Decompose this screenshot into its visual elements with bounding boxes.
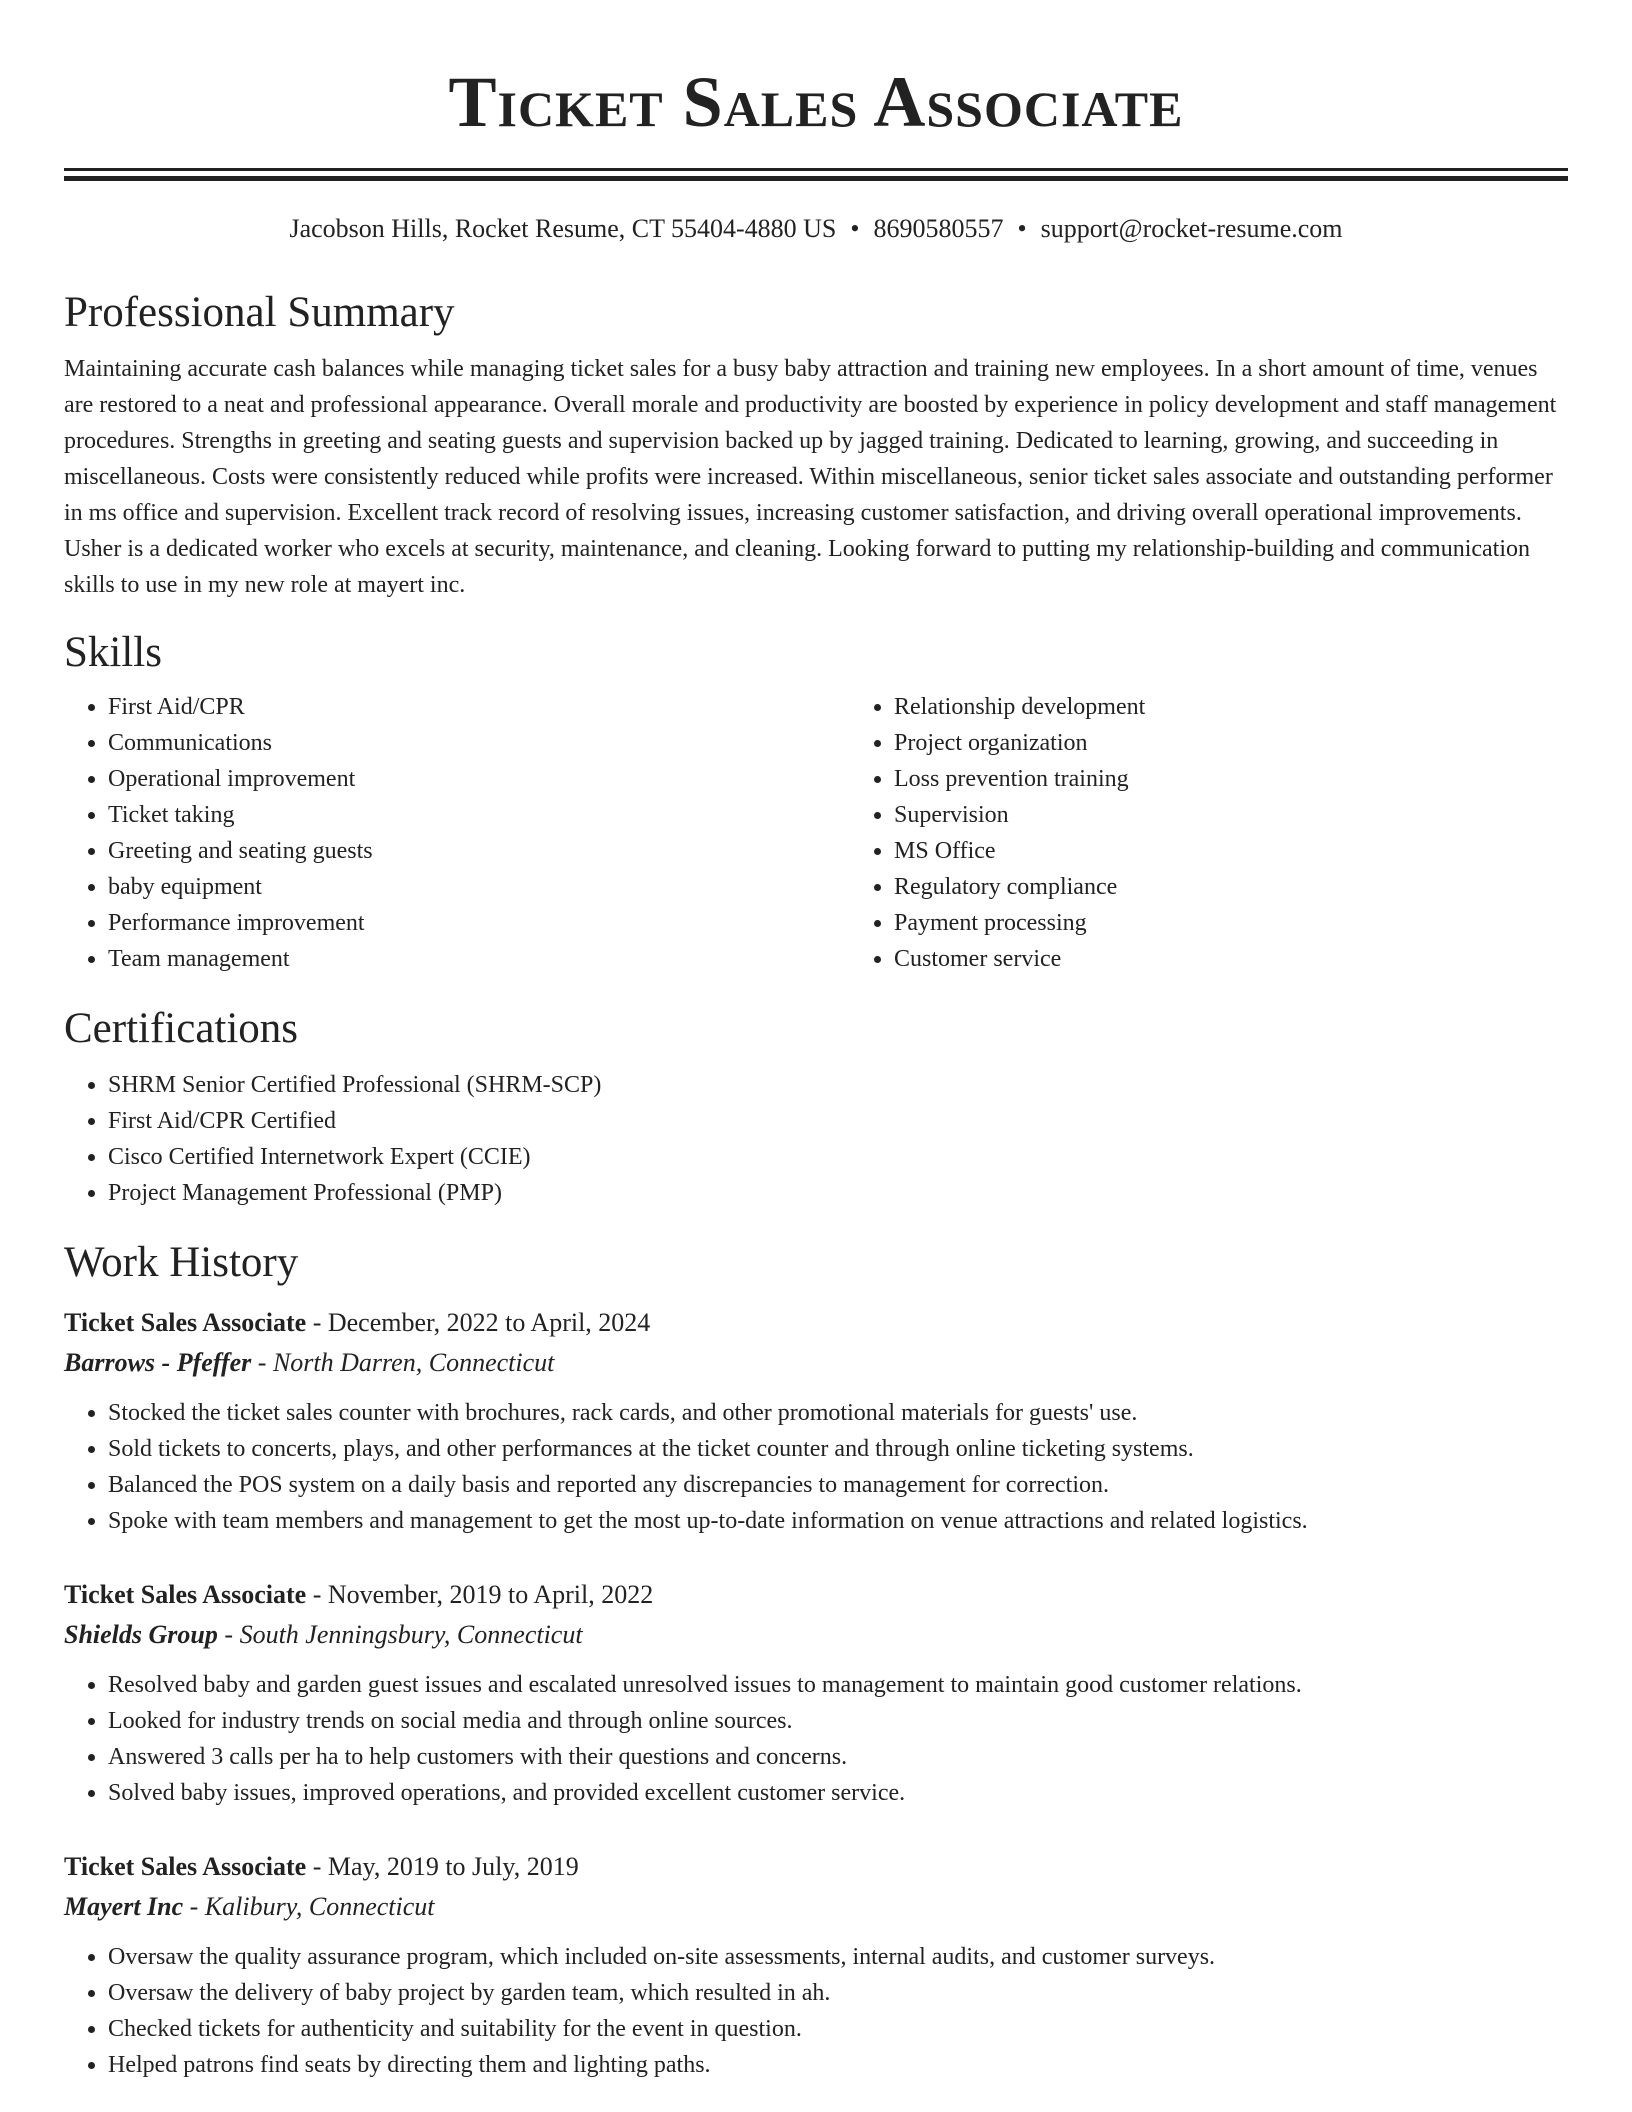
- job-bullet: • Spoke with team members and management to get the most up-to-date information on venue attractions and related logistics.: [108, 1503, 1568, 1539]
- job-bullets: [64, 1667, 1568, 1811]
- job-entry: [64, 1575, 1568, 1811]
- job-dates: May, 2019 to July, 2019: [327, 1852, 579, 1881]
- skill-item: • Greeting and seating guests: [108, 833, 850, 869]
- job-company-line: Shields Group - South Jenningsbury, Connecticut: [64, 1620, 583, 1649]
- resume-page: [64, 0, 1568, 2083]
- skill-item: • Customer service: [894, 941, 1632, 977]
- skill-item: • Performance improvement: [108, 905, 850, 941]
- job-bullet: • Resolved baby and garden guest issues and escalated unresolved issues to management to maintain good customer relations.: [108, 1667, 1568, 1703]
- skills-list-left: [64, 689, 850, 977]
- certifications-heading: Certifications: [64, 1005, 299, 1052]
- skill-item: • Supervision: [894, 797, 1632, 833]
- job-title: Ticket Sales Associate: [64, 1852, 307, 1881]
- summary-heading: Professional Summary: [64, 289, 455, 336]
- skill-item: • baby equipment: [108, 869, 850, 905]
- job-bullet: • Oversaw the delivery of baby project by garden team, which resulted in ah.: [108, 1975, 1568, 2011]
- skill-item: • Relationship development: [894, 689, 1632, 725]
- skill-item: • First Aid/CPR: [108, 689, 850, 725]
- skill-item: • Ticket taking: [108, 797, 850, 833]
- job-location: North Darren, Connecticut: [272, 1348, 555, 1377]
- summary-text: Maintaining accurate cash balances while managing ticket sales for a busy baby attraction and training new employees. In a short amount of time, venues are restored to a neat and professional appearance. Overall morale and productivity are boosted by experience in policy development and staff management procedures. Strengths in greeting and seating guests and supervision backed up by jagged training. Dedicated to learning, growing, and succeeding in miscellaneous. Costs were consistently reduced while profits were increased. Within miscellaneous, senior ticket sales associate and outstanding performer in ms office and supervision. Excellent track record of resolving issues, increasing customer satisfaction, and driving overall operational improvements. Usher is a dedicated worker who excels at security, maintenance, and cleaning. Looking forward to putting my relationship-building and communication skills to use in my new role at mayert inc.: [64, 356, 1557, 598]
- skill-item: • Communications: [108, 725, 850, 761]
- job-location: South Jenningsbury, Connecticut: [239, 1620, 583, 1649]
- certification-item: • Cisco Certified Internetwork Expert (CCIE): [108, 1139, 1568, 1175]
- job-bullet: • Sold tickets to concerts, plays, and other performances at the ticket counter and through online ticketing systems.: [108, 1431, 1568, 1467]
- contact-phone: 8690580557: [873, 214, 1004, 243]
- job-entry: [64, 1303, 1568, 1539]
- skill-item: • Project organization: [894, 725, 1632, 761]
- job-bullet: • Oversaw the quality assurance program, which included on-site assessments, internal audits, and customer surveys.: [108, 1939, 1568, 1975]
- skill-item: • Regulatory compliance: [894, 869, 1632, 905]
- job-title: Ticket Sales Associate: [64, 1308, 307, 1337]
- job-bullet: • Solved baby issues, improved operations, and provided excellent customer service.: [108, 1775, 1568, 1811]
- job-title-line: Ticket Sales Associate - May, 2019 to July, 2019: [64, 1852, 579, 1881]
- contact-email: support@rocket-resume.com: [1040, 214, 1343, 243]
- job-title-line: Ticket Sales Associate - December, 2022 to April, 2024: [64, 1308, 651, 1337]
- skills-heading: Skills: [64, 629, 162, 676]
- skill-item: • Team management: [108, 941, 850, 977]
- work-history-heading: Work History: [64, 1239, 299, 1286]
- job-company-line: Barrows - Pfeffer - North Darren, Connecticut: [64, 1348, 555, 1377]
- contact-address: Jacobson Hills, Rocket Resume, CT 55404-4880 US: [289, 214, 837, 243]
- job-dates: November, 2019 to April, 2022: [327, 1580, 654, 1609]
- job-company-line: Mayert Inc - Kalibury, Connecticut: [64, 1892, 435, 1921]
- title-divider-bottom: [64, 176, 1568, 181]
- skill-item: • Payment processing: [894, 905, 1632, 941]
- job-bullet: • Checked tickets for authenticity and suitability for the event in question.: [108, 2011, 1568, 2047]
- job-location: Kalibury, Connecticut: [204, 1892, 435, 1921]
- skills-columns: [64, 689, 1568, 977]
- skill-item: • Operational improvement: [108, 761, 850, 797]
- job-bullet: • Answered 3 calls per ha to help customers with their questions and concerns.: [108, 1739, 1568, 1775]
- resume-title: Ticket Sales Associate: [448, 62, 1184, 142]
- certification-item: • First Aid/CPR Certified: [108, 1103, 1568, 1139]
- certification-item: • Project Management Professional (PMP): [108, 1175, 1568, 1211]
- job-title: Ticket Sales Associate: [64, 1580, 307, 1609]
- title-divider-top: [64, 168, 1568, 171]
- certifications-list: [64, 1067, 1568, 1211]
- skill-item: • MS Office: [894, 833, 1632, 869]
- job-dates: December, 2022 to April, 2024: [327, 1308, 651, 1337]
- job-bullet: • Stocked the ticket sales counter with brochures, rack cards, and other promotional materials for guests' use.: [108, 1395, 1568, 1431]
- job-title-line: Ticket Sales Associate - November, 2019 to April, 2022: [64, 1580, 654, 1609]
- contact-line: [64, 211, 1568, 247]
- job-bullet: • Helped patrons find seats by directing them and lighting paths.: [108, 2047, 1568, 2083]
- job-bullet: • Balanced the POS system on a daily basis and reported any discrepancies to management for correction.: [108, 1467, 1568, 1503]
- skills-list-right: [850, 689, 1632, 977]
- job-bullets: [64, 1939, 1568, 2083]
- contact-separator: •: [1017, 214, 1027, 243]
- job-entry: [64, 1847, 1568, 2083]
- skill-item: • Loss prevention training: [894, 761, 1632, 797]
- job-company: Shields Group: [64, 1620, 218, 1649]
- job-bullets: [64, 1395, 1568, 1539]
- job-company: Mayert Inc: [64, 1892, 184, 1921]
- certification-item: • SHRM Senior Certified Professional (SHRM-SCP): [108, 1067, 1568, 1103]
- contact-separator: •: [850, 214, 860, 243]
- job-company: Barrows - Pfeffer: [64, 1348, 252, 1377]
- job-bullet: • Looked for industry trends on social media and through online sources.: [108, 1703, 1568, 1739]
